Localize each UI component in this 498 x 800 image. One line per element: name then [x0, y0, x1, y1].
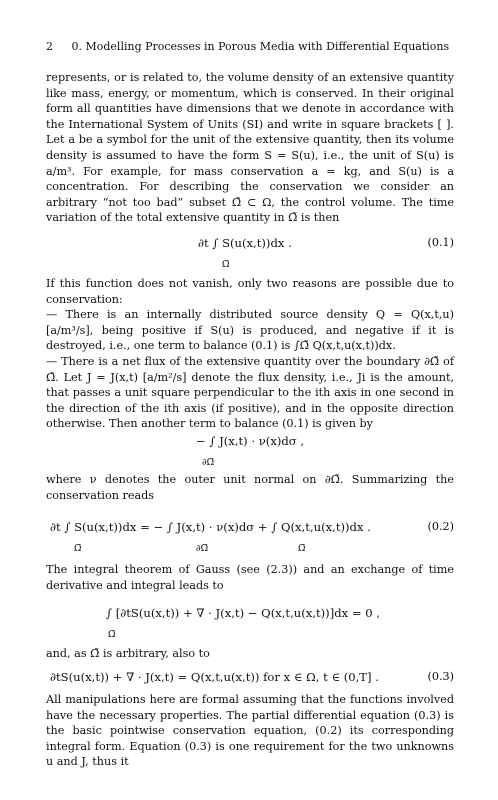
equation-gauss-body: ∫ [∂tS(u(x,t)) + ∇ · J(x,t) − Q(x,t,u(x,t))]dx = 0 ,: [106, 606, 381, 620]
paragraph-6-text: The integral theorem of Gauss (see (2.3)) and an exchange of time derivative and integral leads to: [46, 563, 454, 592]
equation-0-1: [46, 226, 454, 270]
paragraph-3-text: — There is an internally distributed source density Q = Q(x,t,u) [a/m³/s], being positive if S(u) is produced, and negative if it is destroyed, i.e., one term to balance (0.1) is ∫Ω̃ Q(x,t,u(x,t))dx.: [46, 308, 454, 353]
equation-0-1-body: ∂t ∫ S(u(x,t))dx .: [198, 236, 292, 250]
equation-gauss-domain: Ω̃: [108, 630, 116, 640]
equation-0-2-body: ∂t ∫ S(u(x,t))dx = − ∫ J(x,t) · ν(x)dσ + ∫ Q(x,t,u(x,t))dx .: [50, 520, 371, 534]
equation-0-3-body: ∂tS(u(x,t)) + ∇ · J(x,t) = Q(x,t,u(x,t)) for x ∈ Ω, t ∈ (0,T] .: [50, 670, 379, 684]
equation-0-2: [46, 510, 454, 554]
equation-0-2-domain-2: ∂Ω̃: [196, 544, 209, 554]
equation-0-1-domain: Ω̃: [222, 260, 230, 270]
paragraph-5: [46, 472, 454, 503]
equation-0-2-domain-3: Ω̃: [298, 544, 306, 554]
equation-flux-body: − ∫ J(x,t) · ν(x)dσ ,: [196, 434, 305, 448]
paragraph-2-text: If this function does not vanish, only two reasons are possible due to conservation:: [46, 277, 454, 306]
paragraph-6: [46, 562, 454, 593]
running-header: [46, 40, 452, 54]
chapter-title: 0. Modelling Processes in Porous Media with Differential Equations: [71, 40, 450, 53]
equation-0-2-number: (0.2): [427, 520, 454, 533]
equation-flux: [46, 424, 454, 468]
equation-flux-domain: ∂Ω̃: [202, 458, 215, 468]
equation-0-1-number: (0.1): [427, 236, 454, 249]
page-number: 2: [46, 40, 53, 53]
paragraph-1: [46, 70, 454, 226]
paragraph-5-text: where ν denotes the outer unit normal on ∂Ω̃. Summarizing the conservation reads: [46, 473, 454, 502]
paragraph-4-text: — There is a net flux of the extensive quantity over the boundary ∂Ω̃ of Ω̃. Let J = J(x,t) [a/m²/s] denote the flux density, i.e., Ji is the amount, that passes a unit square perpendicular to the ith axis in one second in the direction of the ith axis (if positive), and in the opposite direction otherwise. Then another term to balance (0.1) is given by: [46, 354, 454, 431]
paragraph-8: [46, 692, 454, 770]
paragraph-1-text: represents, or is related to, the volume density of an extensive quantity like mass, energy, or momentum, which is conserved. In their original form all quantities have dimensions that we denote in accordance with the International System of Units (SI) and write in square brackets [ ]. Let a be a symbol for the unit of the extensive quantity, then its volume density is assumed to have the form S = S(u), i.e., the unit of S(u) is a/m³. For example, for mass conservation a = kg, and S(u) is a concentration. For describing the conservation we consider an arbitrary “not too bad” subset Ω̃ ⊂ Ω, the control volume. The time variation of the total extensive quantity in Ω̃ is then: [46, 71, 454, 225]
paragraph-8-text: All manipulations here are formal assuming that the functions involved have the necessary properties. The partial differential equation (0.3) is the basic pointwise conservation equation, (0.2) its corresponding integral form. Equation (0.3) is one requirement for the two unknowns u and J, thus it: [46, 693, 454, 769]
paragraph-7-text: and, as Ω̃ is arbitrary, also to: [46, 647, 210, 660]
equation-gauss: [46, 596, 454, 640]
paragraph-2: [46, 276, 454, 432]
equation-0-2-domain-1: Ω̃: [74, 544, 82, 554]
equation-0-3-number: (0.3): [427, 670, 454, 683]
